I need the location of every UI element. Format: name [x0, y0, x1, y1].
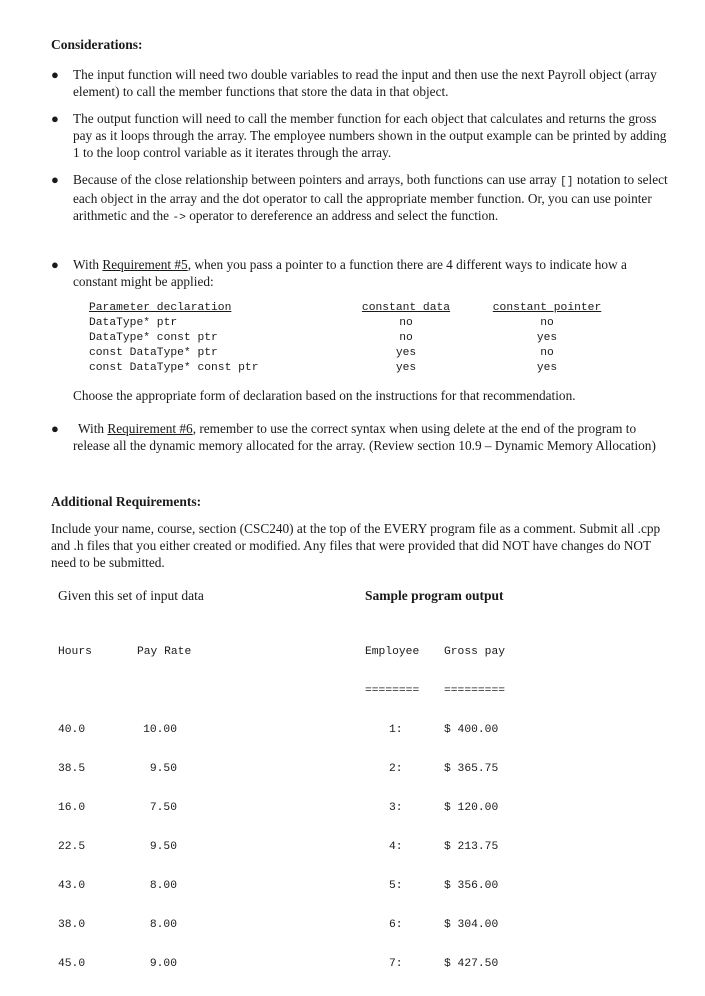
gross-pay-value: $ 356.00 — [444, 880, 499, 892]
hours-value: 40.0 — [58, 724, 86, 736]
table-cell: yes — [536, 362, 558, 374]
table-cell: no — [540, 347, 554, 359]
employee-number: 5: — [389, 880, 403, 892]
table-cell: no — [399, 332, 413, 344]
pay-rate-value: 9.50 — [149, 763, 177, 775]
table-cell: no — [399, 317, 413, 329]
table-cell: const DataType* ptr — [89, 347, 218, 359]
considerations-heading: Considerations: — [51, 37, 143, 52]
employee-number: 2: — [389, 763, 403, 775]
employee-number: 7: — [389, 958, 403, 970]
table-row — [89, 347, 629, 362]
table-cell: yes — [395, 347, 417, 359]
pay-rate-value: 9.00 — [149, 958, 177, 970]
bullet-dot: ● — [51, 67, 59, 82]
gross-pay-value: $ 427.50 — [444, 958, 499, 970]
choose-declaration-note: Choose the appropriate form of declaration based on the instructions for that recommendation. — [73, 388, 576, 403]
gross-pay-value: $ 304.00 — [444, 919, 499, 931]
column-header-constant-data: constant data — [361, 302, 451, 314]
table-row — [89, 317, 629, 332]
gross-pay-value: $ 213.75 — [444, 841, 499, 853]
additional-requirements-heading: Additional Requirements: — [51, 494, 202, 509]
gross-pay-rule: ========= — [444, 685, 506, 697]
gross-pay-value: $ 120.00 — [444, 802, 499, 814]
pay-rate-value: 7.50 — [149, 802, 177, 814]
employee-number: 6: — [389, 919, 403, 931]
table-row — [89, 362, 629, 377]
employee-column — [365, 621, 419, 996]
bullet-text — [73, 172, 673, 226]
bullet-text-part: , when you pass a pointer to a function there are 4 different ways to indicate how a constant might be applied: — [73, 257, 627, 289]
column-header-parameter: Parameter declaration — [89, 302, 232, 314]
gross-pay-value: $ 365.75 — [444, 763, 499, 775]
bullet-dot: ● — [51, 257, 59, 272]
table-cell: DataType* const ptr — [89, 332, 218, 344]
bullet-text-part: Because of the close relationship between pointers and arrays, both functions can use array — [73, 172, 561, 187]
hours-value: 22.5 — [58, 841, 86, 853]
bullet-text — [73, 421, 673, 455]
hours-value: 16.0 — [58, 802, 86, 814]
pay-rate-value: 8.00 — [149, 919, 177, 931]
employee-rule: ======== — [365, 685, 420, 697]
blank-row — [58, 684, 92, 699]
pay-rate-value: 8.00 — [149, 880, 177, 892]
bullet-text: The input function will need two double variables to read the input and then use the next Payroll object (array element) to call the member functions that store the data in that object. — [73, 67, 657, 99]
bullet-text-part: operator to dereference an address and select the function. — [185, 207, 499, 223]
bullet-text-part: With — [73, 257, 103, 272]
employee-number: 4: — [389, 841, 403, 853]
gross-pay-column — [444, 621, 505, 996]
table-cell: const DataType* const ptr — [89, 362, 259, 374]
table-row — [89, 332, 629, 347]
bullet-dot: ● — [51, 172, 59, 187]
column-header-constant-pointer: constant pointer — [492, 302, 602, 314]
sample-output-title: Sample program output — [365, 588, 504, 603]
pay-rate-column — [137, 621, 191, 996]
bullet-text-part: With — [78, 421, 108, 436]
table-cell: DataType* ptr — [89, 317, 178, 329]
employee-number: 1: — [389, 724, 403, 736]
hours-value: 38.5 — [58, 763, 86, 775]
input-data-title: Given this set of input data — [58, 588, 204, 603]
bullet-text-part: notation to select each object in the array and the dot operator to call the appropriate member function. Or, you can use pointer arithmetic and the — [73, 172, 668, 223]
employee-header: Employee — [365, 646, 420, 658]
hours-column — [58, 621, 92, 996]
pay-rate-header: Pay Rate — [137, 646, 192, 658]
table-cell: yes — [395, 362, 417, 374]
employee-number: 3: — [389, 802, 403, 814]
bullet-text — [73, 257, 673, 291]
table-header-row — [89, 302, 629, 317]
hours-value: 38.0 — [58, 919, 86, 931]
hours-header: Hours — [58, 646, 92, 658]
additional-requirements-text: Include your name, course, section (CSC240) at the top of the EVERY program file as a comment. Submit all .cpp and .h files that you either created or modified. Any files that were provided that did NOT have changes do NOT need to be submitted. — [51, 521, 661, 570]
inline-code: [] — [560, 176, 574, 188]
blank-row — [137, 684, 191, 699]
bullet-dot: ● — [51, 111, 59, 126]
gross-pay-value: $ 400.00 — [444, 724, 499, 736]
bullet-text: The output function will need to call the member function for each object that calculates and returns the gross pay as it loops through the array. The employee numbers shown in the output example can be printed by adding 1 to the loop control variable as it iterates through the array. — [73, 111, 667, 160]
hours-value: 45.0 — [58, 958, 86, 970]
gross-pay-header: Gross pay — [444, 646, 506, 658]
requirement-6-link[interactable]: Requirement #6 — [107, 421, 193, 436]
bullet-text-part: , remember to use the correct syntax when using delete at the end of the program to release all the dynamic memory allocated for the array. (Review section 10.9 – Dynamic Memory Allocation) — [73, 421, 656, 453]
pay-rate-value: 10.00 — [143, 724, 177, 736]
requirement-5-link[interactable]: Requirement #5 — [102, 257, 188, 272]
table-cell: no — [540, 317, 554, 329]
pay-rate-value: 9.50 — [149, 841, 177, 853]
inline-code: -> — [172, 211, 186, 224]
hours-value: 43.0 — [58, 880, 86, 892]
bullet-dot: ● — [51, 421, 59, 436]
table-cell: yes — [536, 332, 558, 344]
